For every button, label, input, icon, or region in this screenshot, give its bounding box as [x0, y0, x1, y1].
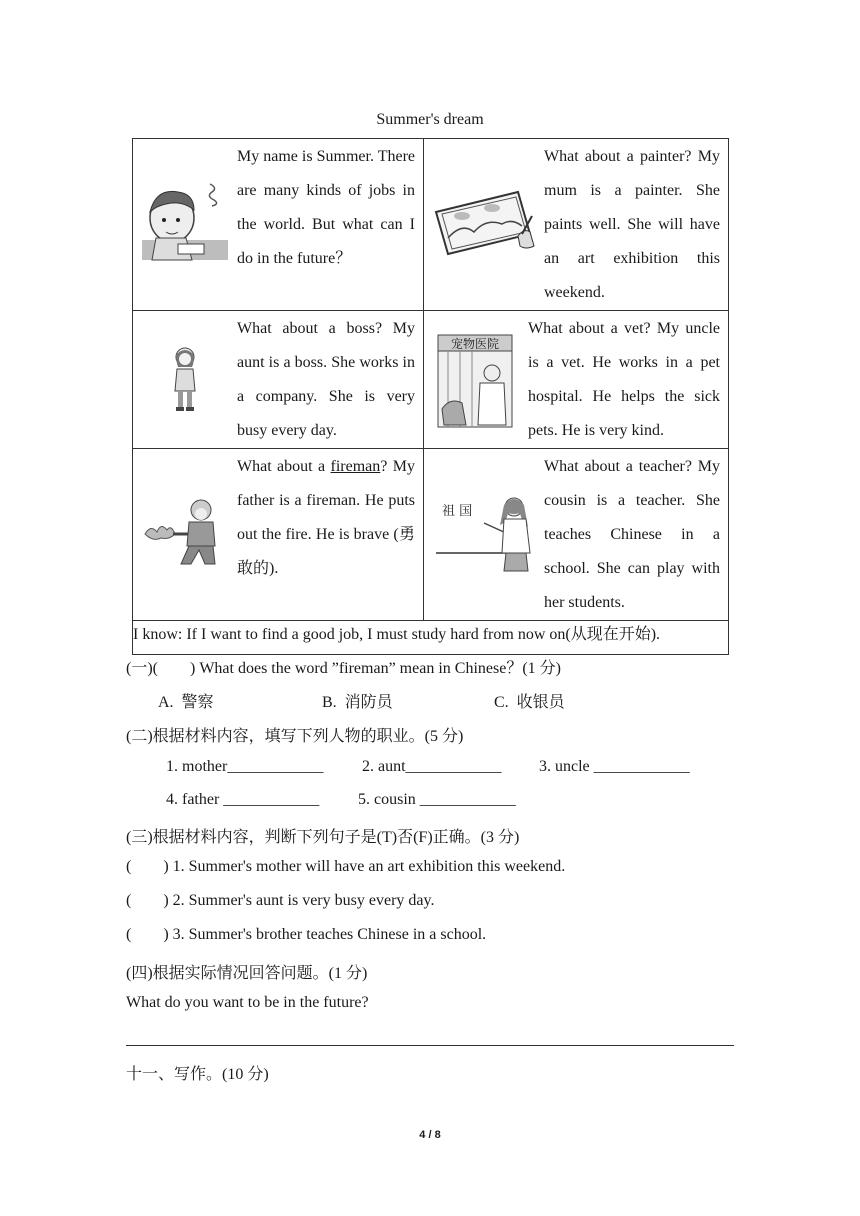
vet-sign-text: 宠物医院 [450, 336, 500, 351]
fireman-underlined-word: fireman [330, 458, 381, 475]
cell-painter [424, 139, 729, 311]
page-number: 4 / 8 [419, 1129, 441, 1141]
section-11-heading: 十一、写作。(10 分) [126, 1066, 269, 1083]
cell-teacher-text: What about a teacher? My cousin is a teacher. She teaches Chinese in a school. She can play with her students. [544, 458, 720, 611]
cell-fireman [133, 449, 424, 621]
cell-fireman-text: What about a fireman? My father is a fireman. He puts out the fire. He is brave (勇敢的). [237, 458, 415, 577]
q3-statement-1: ( ) 1. Summer's mother will have an art exhibition this weekend. [126, 858, 566, 875]
cell-summer [133, 139, 424, 311]
cell-boss-text: What about a boss? My aunt is a boss. She works in a company. She is very busy every day. [237, 320, 415, 439]
cell-vet [424, 311, 729, 449]
q3-statement-3: ( ) 3. Summer's brother teaches Chinese in a school. [126, 926, 487, 943]
passage-title: Summer's dream [376, 111, 484, 128]
q4-question: What do you want to be in the future? [126, 994, 369, 1011]
q1-option-a: A. 警察 [158, 694, 214, 711]
cell-teacher [424, 449, 729, 621]
teacher-image [424, 449, 544, 617]
q1-option-b: B. 消防员 [322, 694, 393, 711]
q2-item-2: 2. aunt____________ [362, 758, 502, 775]
cell-painter-text: What about a painter? My mum is a painter. She paints well. She will have an art exhibition this weekend. [544, 148, 720, 301]
story-table [132, 138, 729, 655]
q2-item-5: 5. cousin ____________ [358, 791, 516, 808]
cell-summer-text: My name is Summer. There are many kinds of jobs in the world. But what can I do in the future？ [237, 148, 415, 267]
q3-statement-2: ( ) 2. Summer's aunt is very busy every day. [126, 892, 435, 909]
fireman-image [133, 449, 237, 617]
q1-stem: (一)( ) What does the word ”fireman” mean in Chinese？(1 分) [126, 660, 561, 677]
painting-image [424, 139, 544, 307]
q2-stem: (二)根据材料内容，填写下列人物的职业。(5 分) [126, 728, 464, 745]
boss-woman-image [133, 311, 237, 446]
q2-item-1: 1. mother____________ [166, 758, 324, 775]
blackboard-text: 祖 国 [442, 504, 473, 519]
cell-vet-text: What about a vet? My uncle is a vet. He works in a pet hospital. He helps the sick pets. He is very kind. [528, 320, 720, 439]
answer-line [126, 1045, 734, 1046]
q3-stem: (三)根据材料内容，判断下列句子是(T)否(F)正确。(3 分) [126, 829, 520, 846]
cell-boss [133, 311, 424, 449]
i-know-row: I know: If I want to find a good job, I must study hard from now on(从现在开始). [133, 621, 729, 655]
q1-option-c: C. 收银员 [494, 694, 565, 711]
vet-image [424, 311, 528, 446]
thinking-boy-image [133, 139, 237, 307]
q2-item-4: 4. father ____________ [166, 791, 320, 808]
q4-stem: (四)根据实际情况回答问题。(1 分) [126, 965, 368, 982]
q2-item-3: 3. uncle ____________ [539, 758, 690, 775]
